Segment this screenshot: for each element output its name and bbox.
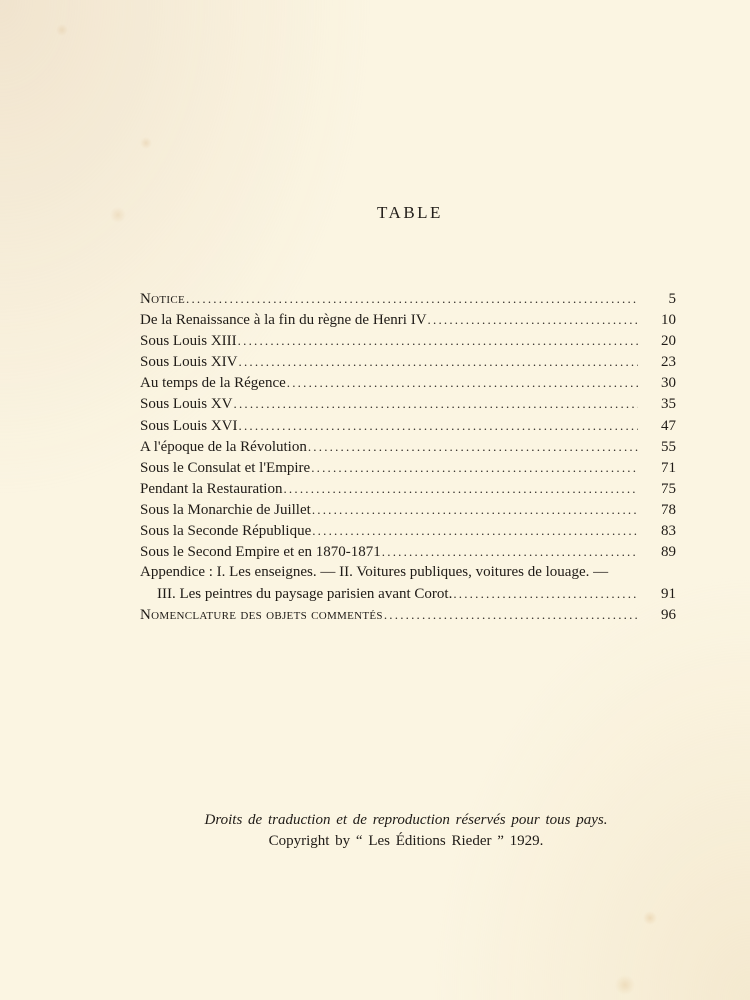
toc-entry[interactable]	[140, 393, 676, 414]
toc-entry-label: A l'époque de la Révolution	[140, 438, 307, 455]
dot-leader	[239, 351, 638, 372]
toc-entry-page: 89	[661, 544, 676, 561]
dot-leader	[186, 288, 638, 309]
toc-entry-label: Sous Louis XVI	[140, 417, 238, 434]
toc-entry[interactable]	[140, 415, 676, 436]
toc-entry-label: Appendice : I. Les enseignes. — II. Voitures publiques, voitures de louage. —	[140, 564, 609, 581]
dot-leader	[239, 415, 638, 436]
toc-entry[interactable]	[140, 372, 676, 393]
dot-leader	[428, 309, 638, 330]
dot-leader	[453, 583, 638, 604]
copyright-notice: Copyright by “ Les Éditions Rieder ” 1929.	[268, 833, 544, 849]
toc-entry-label: Sous Louis XIII	[140, 333, 237, 350]
toc-entry[interactable]	[140, 288, 676, 309]
toc-entry-line	[140, 583, 676, 604]
dot-leader	[234, 393, 638, 414]
toc-entry-page: 23	[661, 354, 676, 371]
toc-entry-page: 78	[661, 501, 676, 518]
toc-entry-label: Au temps de la Régence	[140, 375, 286, 392]
toc-entry-page: 30	[661, 375, 676, 392]
toc-entry[interactable]	[140, 309, 676, 330]
toc-entry-label: Sous la Monarchie de Juillet	[140, 501, 311, 518]
dot-leader	[287, 372, 638, 393]
toc-entry-page: 91	[661, 586, 676, 603]
toc-entry-label: Nomenclature des objets commentés	[140, 607, 383, 624]
toc-entry-page: 35	[661, 396, 676, 413]
dot-leader	[382, 541, 638, 562]
toc-entry-label: Sous la Seconde République	[140, 523, 312, 540]
toc-entry[interactable]	[140, 330, 676, 351]
toc-entry-label: De la Renaissance à la fin du règne de Henri IV	[140, 312, 427, 329]
toc-entry-label: Pendant la Restauration	[140, 480, 283, 497]
toc-entry-page: 10	[661, 312, 676, 329]
dot-leader	[283, 478, 638, 499]
toc-entry-page: 5	[668, 291, 676, 307]
toc-entry-line	[140, 562, 676, 583]
toc-entry-page: 47	[661, 417, 676, 434]
toc-entry[interactable]	[140, 541, 676, 562]
toc-entry[interactable]	[140, 436, 676, 457]
toc-entry-label: III. Les peintres du paysage parisien avant Corot.	[157, 586, 453, 603]
dot-leader	[384, 604, 638, 625]
table-of-contents	[140, 288, 676, 626]
toc-entry-label: Sous le Second Empire et en 1870-1871	[140, 544, 381, 561]
toc-entry[interactable]	[140, 520, 676, 541]
page-title: TABLE	[377, 203, 443, 222]
dot-leader	[311, 457, 638, 478]
toc-entry-page: 20	[661, 333, 676, 350]
toc-entry-page: 71	[661, 459, 676, 476]
toc-entry-label: Sous Louis XV	[140, 396, 233, 413]
toc-entry[interactable]	[140, 478, 676, 499]
toc-entry[interactable]	[140, 457, 676, 478]
toc-entry-label: Notice	[140, 291, 186, 307]
toc-entry[interactable]	[140, 351, 676, 372]
toc-entry-page: 96	[661, 607, 676, 624]
toc-entry-appendix[interactable]	[140, 562, 676, 604]
toc-entry-page: 83	[661, 523, 676, 540]
toc-entry-label: Sous Louis XIV	[140, 354, 238, 371]
dot-leader	[238, 330, 638, 351]
toc-entry-page: 75	[661, 480, 676, 497]
toc-entry-label: Sous le Consulat et l'Empire	[140, 459, 311, 476]
rights-notice: Droits de traduction et de reproduction réservés pour tous pays.	[204, 812, 608, 828]
toc-entry[interactable]	[140, 499, 676, 520]
dot-leader	[312, 499, 638, 520]
toc-entry-page: 55	[661, 438, 676, 455]
dot-leader	[312, 520, 638, 541]
toc-entry[interactable]	[140, 604, 676, 625]
dot-leader	[308, 436, 638, 457]
